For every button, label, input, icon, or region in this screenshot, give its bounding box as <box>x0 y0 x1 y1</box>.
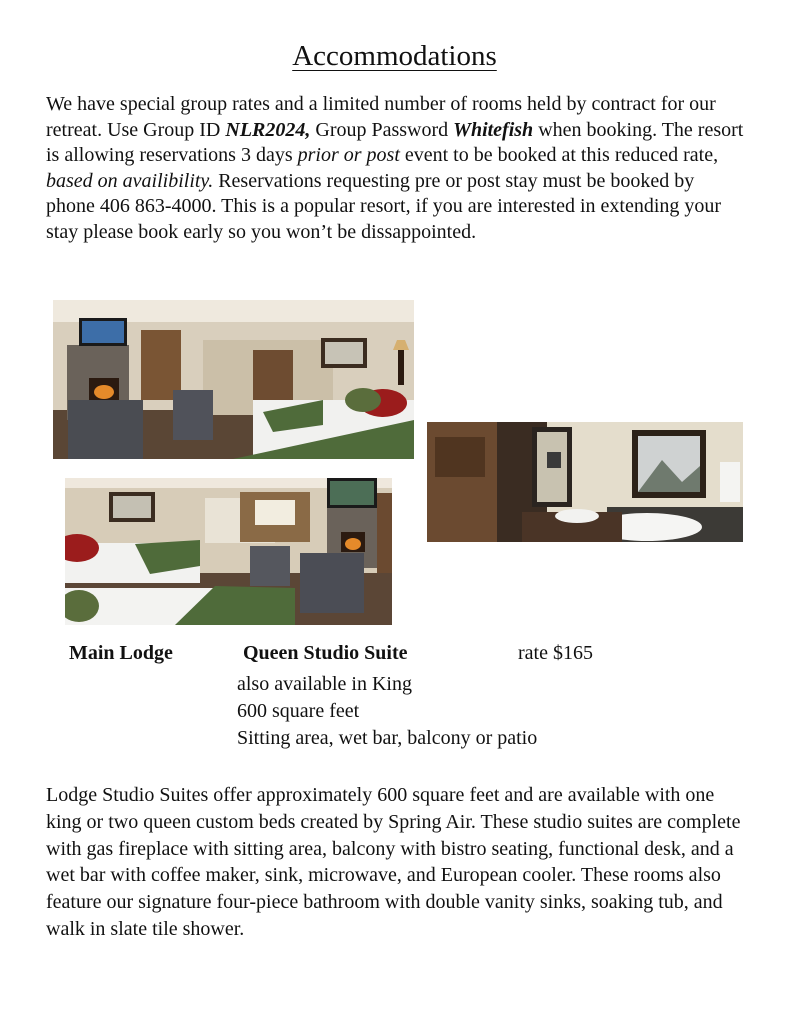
intro-italic-2: based on availibility. <box>46 169 214 192</box>
intro-italic-1: prior or post <box>297 144 400 166</box>
intro-paragraph <box>46 92 746 245</box>
intro-text-3: when booking. The resort is allowing reservations 3 days <box>46 118 744 166</box>
feature-king: also available in King <box>237 673 412 695</box>
room-photo-living-area <box>53 300 414 459</box>
room-type-name: Queen Studio Suite <box>243 642 408 664</box>
intro-text-4: event to be booked at this reduced rate, <box>399 144 719 166</box>
room-photo-bedroom <box>65 478 392 625</box>
intro-text-1: We have special group rates and a limited number of rooms held by contract for our retreat. Use Group ID <box>46 93 716 141</box>
intro-text-5: Reservations requesting pre or post stay must be booked by phone 406 863-4000. This is a popular resort, if you are interested in extending your stay please book early so you won’t be dissappointed. <box>46 169 722 243</box>
group-password: Whitefish <box>453 118 534 141</box>
suite-description: Lodge Studio Suites offer approximately 600 square feet and are available with one king or two queen custom beds created by Spring Air. These studio suites are complete with gas fireplace with sitting area, balcony with bistro seating, functional desk, and a wet bar with coffee maker, sink, microwave, and European cooler. These rooms also feature our signature four-piece bathroom with double vanity sinks, soaking tub, and walk in slate tile shower. <box>46 784 741 940</box>
room-rate: rate $165 <box>518 642 593 664</box>
building-name: Main Lodge <box>69 642 173 664</box>
room-photo-bathroom <box>427 422 743 542</box>
page-title: Accommodations <box>292 40 497 72</box>
feature-amenities: Sitting area, wet bar, balcony or patio <box>237 727 538 749</box>
group-id: NLR2024, <box>225 118 311 141</box>
intro-text-2: Group Password <box>310 118 454 141</box>
room-features <box>237 671 537 752</box>
feature-size: 600 square feet <box>237 700 360 722</box>
